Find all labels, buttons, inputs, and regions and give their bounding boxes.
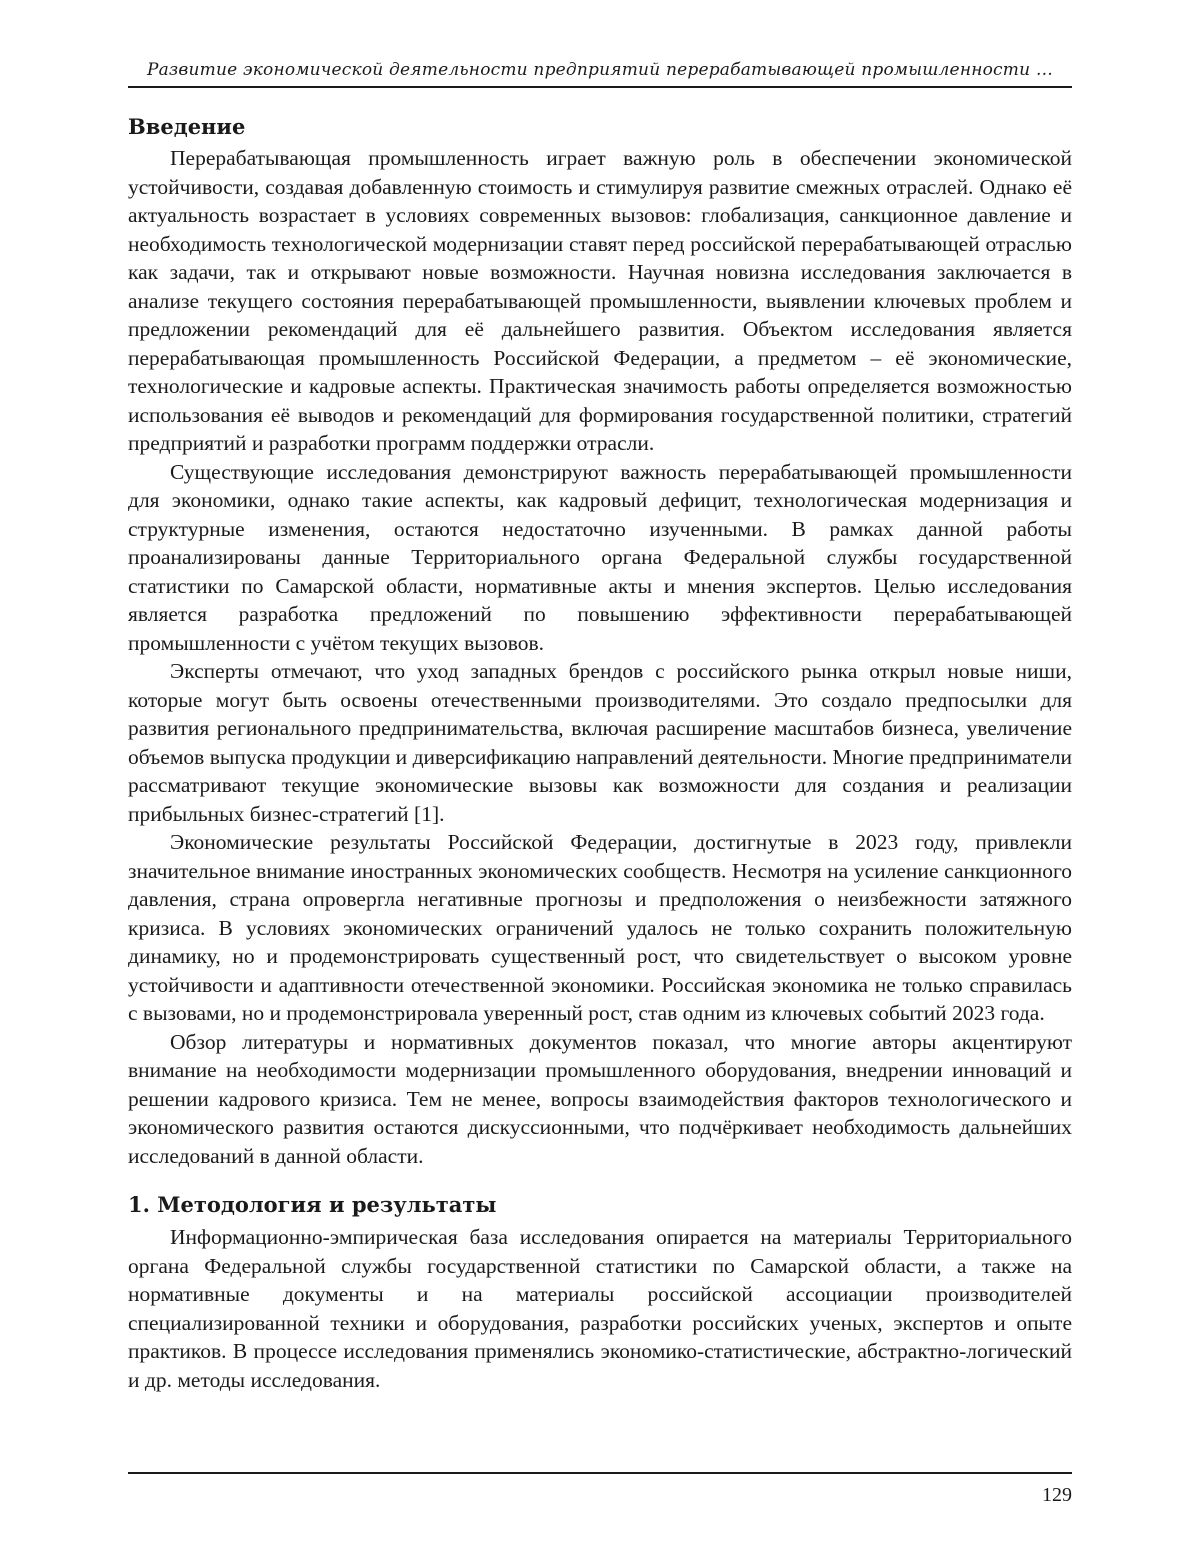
section-title-introduction: Введение bbox=[128, 114, 246, 139]
paragraph: Эксперты отмечают, что уход западных брендов с российского рынка открыл новые ниши, которые могут быть освоены отечественными производителями. Это создало предпосылки для развития регионального предпринимательства, включая расширение масштабов бизнеса, увеличение объемов выпуска продукции и диверсификацию направлений деятельности. Многие предприниматели рассматривают текущие экономические вызовы как возможности для создания и реализации прибыльных бизнес-стратегий [1]. bbox=[128, 659, 1072, 826]
paragraph: Информационно-эмпирическая база исследования опирается на материалы Территориального органа Федеральной службы государственной статистики по Самарской области, а также на нормативные документы и на материалы российской ассоциации производителей специализированной техники и оборудования, разработки российских ученых, экспертов и опыте практиков. В процессе исследования применялись экономико-статистические, абстрактно-логический и др. методы исследования. bbox=[128, 1225, 1072, 1392]
paragraph: Перерабатывающая промышленность играет важную роль в обеспечении экономической устойчивости, создавая добавленную стоимость и стимулируя развитие смежных отраслей. Однако её актуальность возрастает в условиях современных вызовов: глобализация, санкционное давление и необходимость технологической модернизации ставят перед российской перерабатывающей отраслью как задачи, так и открывают новые возможности. Научная новизна исследования заключается в анализе текущего состояния перерабатывающей промышленности, выявлении ключевых проблем и предложении рекомендаций для её дальнейшего развития. Объектом исследования является перерабатывающая промышленность Российской Федерации, а предметом – её экономические, технологические и кадровые аспекты. Практическая значимость работы определяется возможностью использования её выводов и рекомендаций для формирования государственной политики, стратегий предприятий и разработки программ поддержки отрасли. bbox=[128, 146, 1072, 455]
paragraph: Обзор литературы и нормативных документов показал, что многие авторы акцентируют внимание на необходимости модернизации промышленного оборудования, внедрении инноваций и решении кадрового кризиса. Тем не менее, вопросы взаимодействия факторов технологического и экономического развития остаются дискуссионными, что подчёркивает необходимость дальнейших исследований в данной области. bbox=[128, 1029, 1072, 1168]
paragraph: Экономические результаты Российской Федерации, достигнутые в 2023 году, привлекли значительное внимание иностранных экономических сообществ. Несмотря на усиление санкционного давления, страна опровергла негативные прогнозы и предположения о неизбежности затяжного кризиса. В условиях экономических ограничений удалось не только сохранить положительную динамику, но и продемонстрировать существенный рост, что свидетельствует о высоком уровне устойчивости и адаптивности отечественной экономики. Российская экономика не только справилась с вызовами, но и продемонстрировала уверенный рост, став одним из ключевых событий 2023 года. bbox=[128, 830, 1072, 1025]
page-number: 129 bbox=[1042, 1484, 1072, 1506]
running-head: Развитие экономической деятельности предприятий перерабатывающей промышленности … bbox=[146, 60, 1054, 80]
header-rule bbox=[128, 86, 1072, 88]
section-title-methodology: 1. Методология и результаты bbox=[128, 1192, 497, 1217]
body-content bbox=[128, 112, 1072, 1394]
paper-page bbox=[128, 0, 1072, 1553]
footer-rule bbox=[128, 1472, 1072, 1474]
paragraph: Существующие исследования демонстрируют важность перерабатывающей промышленности для экономики, однако такие аспекты, как кадровый дефицит, технологическая модернизация и структурные изменения, остаются недостаточно изученными. В рамках данной работы проанализированы данные Территориального органа Федеральной службы государственной статистики по Самарской области, нормативные акты и мнения экспертов. Целью исследования является разработка предложений по повышению эффективности перерабатывающей промышленности с учётом текущих вызовов. bbox=[128, 459, 1072, 655]
